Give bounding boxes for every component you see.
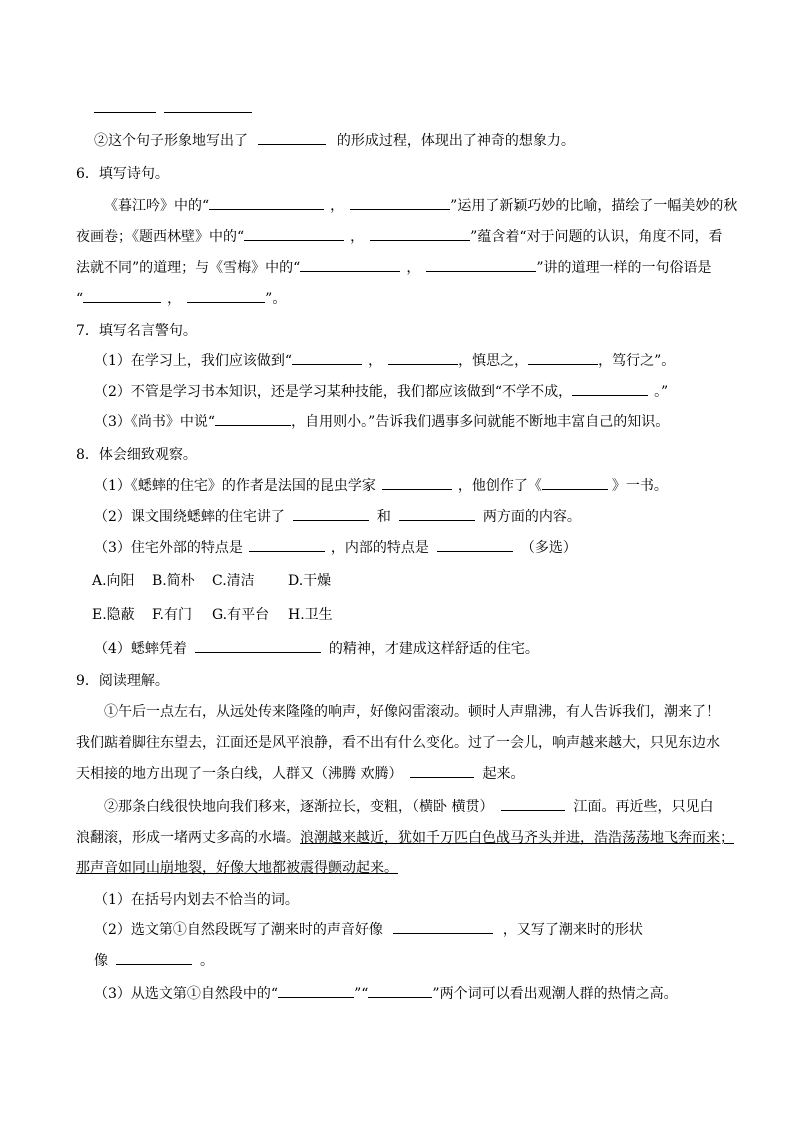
text: ， [167,291,182,307]
q6-line2 [76,228,723,246]
blank[interactable] [249,539,325,552]
text: （1）在学习上，我们应该做到“ [94,353,293,369]
option-g[interactable]: G.有平台 [212,607,270,623]
text: ，他创作了《 [457,478,542,494]
q8-line3 [94,539,577,557]
q8-title: 8．体会细致观察。 [76,447,197,463]
text: ， [368,353,383,369]
text: ”。 [265,291,287,307]
q9-p1-line3 [76,765,524,783]
blank[interactable] [368,985,432,998]
underlined-sentence: 那声音如同山崩地裂，好像大地都被震得颤动起来。 [76,860,398,876]
option-b[interactable]: B.简朴 [152,573,195,589]
top-fill-line [94,100,252,118]
q9-p1-line1: ①午后一点左右，从远处传来隆隆的响声，好像闷雷滚动。顿时人声鼎沸，有人告诉我们，潮来了！ [104,704,720,720]
blank[interactable] [388,352,458,365]
q8-line4 [94,640,539,658]
blank[interactable] [350,197,450,210]
text: 法就不同”的道理；与《雪梅》中的“ [76,260,301,276]
blank[interactable] [501,798,565,811]
text: 。 [200,953,214,969]
blank[interactable] [278,985,354,998]
text: ，又写了潮来时的形状 [502,922,643,938]
option-c[interactable]: C.清洁 [212,573,255,589]
q9-p2-line1 [104,798,713,816]
underlined-sentence: 浪潮越来越近，犹如千万匹白色战马齐头并进，浩浩荡荡地飞奔而来； [300,830,734,846]
q6-title: 6．填写诗句。 [76,166,169,182]
blank[interactable] [244,228,344,241]
text: 》一书。 [611,478,668,494]
text: （2）课文围绕蟋蟀的住宅讲了 [94,509,285,525]
blank[interactable] [410,765,474,778]
option-a[interactable]: A.向阳 [92,573,135,589]
text: （3）《尚书》中说“ [94,414,216,430]
text: “ [76,291,84,307]
text: ，笃行之”。 [598,353,676,369]
text: （4）蟋蟀凭着 [94,641,187,657]
blank[interactable] [542,477,608,490]
text: 像 [94,953,108,969]
q7-title: 7．填写名言警句。 [76,323,197,339]
text: ”“ [354,986,369,1002]
text: 《暮江吟》中的“ [104,198,210,214]
blank[interactable] [215,413,291,426]
q8-line2 [94,508,581,526]
q6-line1 [104,197,737,215]
q9-p2-line3 [76,859,398,877]
q8-options-row2 [92,606,333,624]
text: ，自用则小。”告诉我们遇事多问就能不断地丰富自己的知识。 [291,414,670,430]
blank[interactable] [300,259,400,272]
text: ， [406,260,421,276]
q9-sub2-line1 [94,921,643,939]
q7-line2 [94,383,668,401]
text: ，内部的特点是 [330,540,429,556]
text: 浪翻滚，形成一堵两丈多高的水墙。 [76,830,300,846]
text: 江面。再近些，只见白 [573,799,714,815]
dash-line [164,100,190,113]
text: 。” [654,384,669,400]
text: ， [330,198,345,214]
text: ”运用了新颖巧妙的比喻，描绘了一幅美妙的秋 [450,198,738,214]
text: （多选） [520,540,577,556]
q8-options-row1 [92,572,331,590]
q9-sub1: （1）在括号内划去不恰当的词。 [94,892,299,908]
blank[interactable] [528,352,598,365]
blank[interactable] [83,290,161,303]
blank[interactable] [437,539,513,552]
text: 的形成过程，体现出了神奇的想象力。 [336,133,575,149]
text: （2）不管是学习书本知识，还是学习某种技能，我们都应该做到“不学不成， [94,384,573,400]
blank[interactable] [399,508,475,521]
blank[interactable] [94,100,156,113]
blank[interactable] [187,290,265,303]
q9-p1-line2: 我们踮着脚往东望去，江面还是风平浪静，看不出有什么变化。过了一会儿，响声越来越大，只见东边水 [76,735,720,751]
blank[interactable] [393,921,493,934]
text: 夜画卷；《题西林壁》中的“ [76,229,245,245]
option-e[interactable]: E.隐蔽 [92,607,135,623]
text: ②这个句子形象地写出了 [94,133,248,149]
blank[interactable] [292,352,362,365]
q9-sub2-line2 [94,952,214,970]
blank[interactable] [426,259,536,272]
text: ，慎思之， [458,353,529,369]
q7-line1 [94,352,675,370]
text: 的精神，才建成这样舒适的住宅。 [328,641,539,657]
text: ②那条白线很快地向我们移来，逐渐拉长，变粗，（横卧 横贯） [104,799,494,815]
q5-item2 [94,132,575,150]
blank[interactable] [258,132,326,145]
q7-line3 [94,413,669,431]
blank[interactable] [195,640,321,653]
text: ”蕴含着“对于问题的认识，角度不同，看 [470,229,723,245]
option-d[interactable]: D.干燥 [288,573,332,589]
text: 起来。 [482,766,525,782]
text: （2）选文第①自然段既写了潮来时的声音好像 [94,922,383,938]
q6-line4 [76,290,286,308]
q9-p2-line2 [76,829,734,847]
blank[interactable] [382,477,452,490]
text: 和 [376,509,391,525]
option-f[interactable]: F.有门 [152,607,192,623]
q9-sub3 [94,985,678,1003]
text: ”两个词可以看出观潮人群的热情之高。 [432,986,678,1002]
text: ”讲的道理一样的一句俗语是 [536,260,712,276]
q8-line1 [94,477,668,495]
text: 两方面的内容。 [482,509,581,525]
text: （1）《蟋蟀的住宅》的作者是法国的昆虫学家 [94,478,376,494]
blank[interactable] [190,100,252,113]
q9-title: 9．阅读理解。 [76,673,169,689]
blank[interactable] [116,952,192,965]
blank[interactable] [293,508,369,521]
q6-line3 [76,259,712,277]
blank[interactable] [370,228,470,241]
text: ， [350,229,365,245]
text: 天相接的地方出现了一条白线，人群又（沸腾 欢腾） [76,766,403,782]
text: （3）从选文第①自然段中的“ [94,986,279,1002]
blank[interactable] [209,197,324,210]
option-h[interactable]: H.卫生 [288,607,333,623]
text: （3）住宅外部的特点是 [94,540,243,556]
blank[interactable] [572,383,648,396]
